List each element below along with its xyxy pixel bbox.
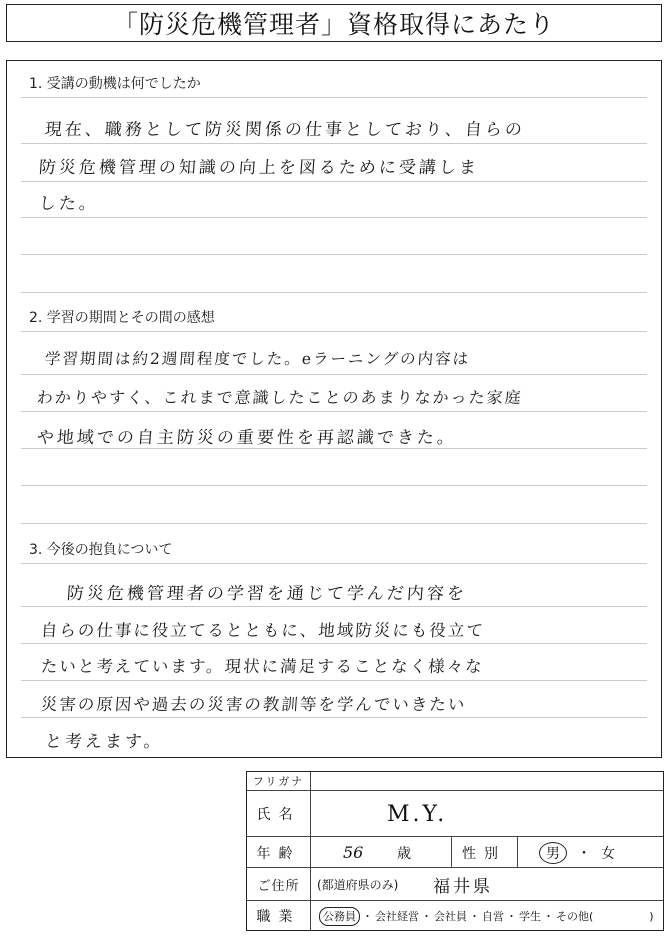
ruled-line	[21, 97, 647, 98]
ruled-line	[21, 448, 647, 449]
occupation-options	[319, 901, 654, 931]
age-field[interactable]: 56	[343, 843, 364, 862]
section-3-answer-line: 自らの仕事に役立てるとともに、地域防災にも役立て	[40, 621, 486, 640]
gender-options	[539, 837, 615, 868]
job-option-business-owner[interactable]: 会社経営	[375, 910, 419, 923]
gender-male-label: 男	[546, 845, 560, 862]
ruled-line	[21, 523, 647, 524]
ruled-line	[21, 254, 647, 255]
ruled-line	[21, 606, 647, 607]
job-option-label: 公務員	[323, 910, 356, 923]
section-3-answer-line: 災害の原因や過去の災害の教訓等を学んでいきたい	[40, 695, 468, 714]
name-field[interactable]: M.Y.	[387, 801, 448, 827]
section-1-heading: 1. 受講の動機は何でしたか	[29, 76, 201, 92]
age-label: 年齢	[247, 837, 311, 868]
job-option-student[interactable]: 学生	[519, 910, 541, 923]
section-3-answer-line: と考えます。	[44, 732, 165, 752]
section-3-answer-line: たいと考えています。現状に満足することなく様々な	[40, 657, 485, 676]
gender-separator: ・	[577, 845, 591, 862]
name-row	[247, 790, 663, 837]
section-3-answer-line: 防災危機管理者の学習を通じて学んだ内容を	[66, 584, 468, 604]
address-field[interactable]: 福井県	[433, 877, 493, 897]
gender-female-option[interactable]: 女	[601, 845, 615, 862]
age-gender-row	[247, 836, 663, 868]
section-2-answer-line: 学習期間は約2週間程度でした。eラーニングの内容は	[44, 350, 471, 368]
ruled-line	[21, 181, 647, 182]
job-separator: ・	[506, 910, 517, 923]
name-label: 氏名	[247, 791, 311, 837]
ruled-line	[21, 485, 647, 486]
ruled-line	[21, 143, 647, 144]
job-separator: ・	[421, 910, 432, 923]
furigana-row	[247, 772, 663, 790]
job-option-self-employed[interactable]: 自営	[482, 910, 504, 923]
ruled-line	[21, 680, 647, 681]
job-separator: ・	[362, 910, 373, 923]
job-close-paren: )	[649, 909, 654, 923]
job-option-employee[interactable]: 会社員	[434, 910, 467, 923]
ruled-line	[21, 411, 647, 412]
section-2-answer-line: わかりやすく、これまで意識したことのあまりなかった家庭	[36, 388, 524, 407]
section-2-answer-line: や地域での自主防災の重要性を再認識できた。	[36, 428, 458, 448]
age-unit: 歳	[397, 845, 411, 862]
ruled-line	[21, 643, 647, 644]
section-1-answer-line: 現在、職務として防災関係の仕事としており、自らの	[44, 120, 526, 140]
ruled-line	[21, 331, 647, 332]
job-option-public-servant[interactable]	[319, 907, 360, 926]
occupation-row	[247, 900, 663, 931]
ruled-line	[21, 717, 647, 718]
form-title: 「防災危機管理者」資格取得にあたり	[6, 4, 662, 42]
address-hint: (都道府県のみ)	[317, 878, 399, 892]
gender-label: 性別	[451, 837, 518, 868]
ruled-line	[21, 292, 647, 293]
section-1-answer-line: 防災危機管理の知識の向上を図るために受講しま	[38, 158, 480, 178]
gender-male-option[interactable]	[539, 842, 567, 864]
ruled-line	[21, 563, 647, 564]
address-row	[247, 867, 663, 901]
ruled-line	[21, 374, 647, 375]
address-label: ご住所	[247, 868, 311, 901]
section-1-answer-line: した。	[38, 194, 100, 214]
essay-box	[6, 60, 662, 758]
furigana-label: フリガナ	[247, 772, 311, 790]
ruled-line	[21, 217, 647, 218]
section-3-heading: 3. 今後の抱負について	[29, 542, 173, 558]
job-separator: ・	[469, 910, 480, 923]
job-separator: ・	[543, 910, 554, 923]
section-2-heading: 2. 学習の期間とその間の感想	[29, 310, 215, 326]
occupation-label: 職業	[247, 901, 311, 931]
personal-info-table	[246, 771, 664, 931]
job-option-other[interactable]: その他(	[556, 910, 594, 923]
